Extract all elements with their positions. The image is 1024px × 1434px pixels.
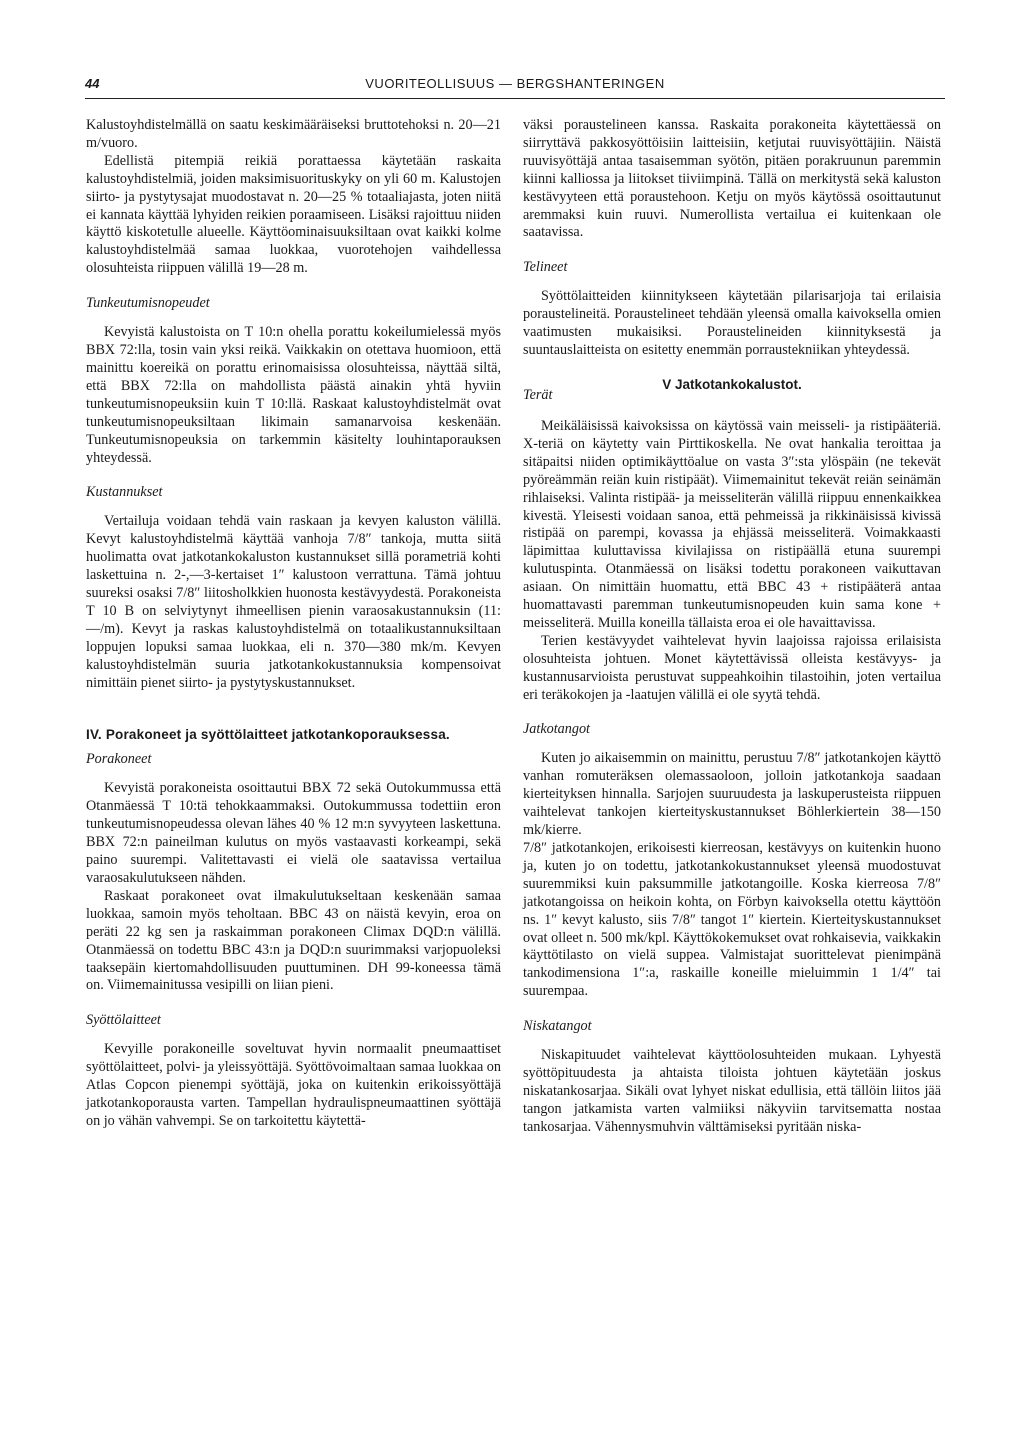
section-title-v: V Jatkotankokalustot.: [662, 376, 802, 392]
paragraph: Terien kestävyydet vaihtelevat hyvin laajoissa rajoissa erilaisista olosuhteista johtuen. Monet käytettävissä olleista kestävyys- ja kustannusarvioista perustuvat suppeahkoihin tilastoihin, joten vertailua eri teräkokojen ja -laatujen välillä ei ole syytä tehdä.: [523, 632, 941, 703]
running-head: VUORITEOLLISUUS — BERGSHANTERINGEN: [365, 76, 665, 91]
paragraph: Kuten jo aikaisemmin on mainittu, perustuu 7/8″ jatkotankojen käyttö vanhan romuteräksen olemassaoloon, jolloin jatkotankoja saadaan kierteityksen hinnalla. Sarjojen suuruudesta ja laskuperusteista riippuen vaihtelevat tankojen kierteityskustannukset Böhlerkiertein 38—150 mk/kierre.: [523, 750, 941, 839]
paragraph: 7/8″ jatkotankojen, erikoisesti kierreosan, kestävyys on kuitenkin huono ja, kuten jo on todettu, jatkotankokustannukset yleensä muodostuvat suuremmiksi kuin paksummille jatkotangoille. Koska kierreosa 7/8″ jatkotangoissa on heikoin kohta, on Förbyn kaivoksella otettu käyttöön ns. 1″ kevyt kalusto, siis 7/8″ tangot 1″ kiertein. Kierteityskustannukset ovat olleet n. 500 mk/kpl. Käyttökokemukset ovat rohkaisevia, vaikkakin käyttötilasto on vielä suppea. Valmistajat suorittelevat pienimpänä tankodimensiona 1″:a, raskaille koneille mieluimmin 1 1/4″ tai suurempaa.: [523, 840, 941, 1000]
paragraph: Kevyille porakoneille soveltuvat hyvin normaalit pneumaattiset syöttölaitteet, polvi- ja yleissyöttäjä. Syöttövoimaltaan samaa luokkaa on Atlas Copcon pienempi syöttäjä, joka on kuitenkin erikoissyöttäjä jatkotankoporausta varten. Tampellan hydraulispneumaattinen syöttäjä on jo vähän vahvempi. Se on tarkoitettu käytettä-: [86, 1041, 501, 1129]
paragraph: Raskaat porakoneet ovat ilmakulutukseltaan keskenään samaa luokkaa, samoin myös teholtaan. BBC 43 on näistä kevyin, eroa on peräti 22 kg sen ja raskaimman porakoneen Climax DQD:n välillä. Otanmäessä on todettu BBC 43:n ja DQD:n suurimmaksi varjopuoleksi taaksepäin kiertomahdollisuuden puuttuminen. DH 99-koneessa tämä on. Viimemainitussa vesipilli on liian pieni.: [86, 887, 501, 994]
subheading-terat: Terät: [523, 386, 553, 403]
subheading-jatkotangot: Jatkotangot: [523, 721, 590, 738]
right-column: [523, 117, 941, 1137]
paragraph: Edellistä pitempiä reikiä porattaessa käytetään raskaita kalustoyhdistelmiä, joiden maksimisuorituskyky on yli 60 m. Kalustojen siirto- ja pystytysajat muodostavat n. 20—25 % totaaliajasta, joten niitä ei kannata käyttää lyhyiden reikien poraamiseen. Lisäksi rajoittuu niiden käyttö kiskotetulle alueelle. Käyttöominaisuuksiltaan ovat kaikki kolme kalustoyhdistelmää samaa luokkaa, vuorotehojen vaihdellessa olosuhteista riippuen välillä 19—28 m.: [86, 152, 501, 277]
paragraph: Vertailuja voidaan tehdä vain raskaan ja kevyen kaluston välillä. Kevyt kalustoyhdistelmä käyttää vanhoja 7/8″ tankoja, mutta siitä huolimatta ovat jatkotankokaluston kustannukset sillä porametriä kohti laskettuina n. 2-,—3-kertaiset 1″ kalustoon verrattuna. Tämä johtuu suureksi osaksi 7/8″ liitosholkkien huonosta kestävyydestä. Porakoneista T 10 B on selviytynyt ihmeellisen pienin varaosakustannuksin (11: —/m). Kevyt ja raskas kalustoyhdistelmä on totaalikustannuksiltaan loppujen lopuksi samaa luokkaa, eli n. 370—380 mk/m. Kevyen kalustoyhdistelmän suuria jatkotankokustannuksia kompensoivat nimittäin pienet siirto- ja pystytyskustannukset.: [86, 513, 501, 691]
left-column: [86, 117, 501, 1131]
section-v-block: [523, 360, 941, 414]
paragraph: Kevyistä kalustoista on T 10:n ohella porattu kokeilumielessä myös BBX 72:lla, tosin vain yksi reikä. Vaikkakin on otettava huomioon, että mainittu koereikä on porattu erinomaisissa olosuhteissa, näyttää siltä, että BBX 72:lla on mahdollista päästä ainakin yhtä hyviin tunkeutumisnopeuksiin kuin T 10:llä. Raskaat kalustoyhdistelmät ovat tunkeutumisnopeuksiltaan likimain samanarvoisa keskenään. Tunkeutumisnopeuksia on tarkemmin käsitelty louhintaporauksen yhteydessä.: [86, 324, 501, 466]
subheading-telineet: Telineet: [523, 259, 568, 276]
subheading-kustannukset: Kustannukset: [86, 484, 163, 501]
page-number: 44: [85, 76, 100, 91]
paragraph: Meikäläisissä kaivoksissa on käytössä vain meisseli- ja ristipääteriä. X-teriä on käytetty vain Pirttikoskella. Ne ovat hankalia teroittaa ja sitäpaitsi niiden optimikäyttöalue on vasta 3″:sta ylöspäin (ne tekevät pyöreämmän reiän kuin ristipäät). Viimemainitut tekevät reiän seinämän rihlaiseksi. Valinta ristipää- ja meisseliterän välillä riippuu ennenkaikkea kivestä. Yleisesti voidaan sanoa, että pehmeissä ja rikkinäisissä kivissä ristipää on parempi, kovassa ja ehjässä meisseliterä. Voimakkaasti läpimittaa kuluttavissa kivilajissa on ristipäällä etuna suurempi kulutuspinta. Otanmäessä on lisäksi todettu porakoneen vaikuttavan asiaan. On nimittäin huomattu, että BBC 43 + ristipääterä antaa huomattavasti paremman tunkeutumisnopeuden kuin sama kone + meisseliterä. Muilla koneilla tällaista eroa ei ole havaittavissa.: [523, 417, 941, 631]
page-header: [85, 76, 945, 99]
section-title-iv: IV. Porakoneet ja syöttölaitteet jatkotankoporauksessa.: [86, 727, 450, 743]
subheading-niskatangot: Niskatangot: [523, 1018, 592, 1035]
paragraph: Kalustoyhdistelmällä on saatu keskimääräiseksi bruttotehoksi n. 20—21 m/vuoro.: [86, 117, 501, 151]
subheading-syottolaitteet: Syöttölaitteet: [86, 1012, 161, 1029]
paragraph: Kevyistä porakoneista osoittautui BBX 72 sekä Outokummussa että Otanmäessä T 10:tä tehokkaammaksi. Outokummussa todettiin eron tunkeutumisnopeudessa olevan lähes 40 % 12 m:n syvyyteen laskettuna. BBX 72:n paineilman kulutus on myös vastaavasti korkeampi, sekä paino suurempi. Valitettavasti ei vielä ole saatavissa vertailua varaosakulutukseen nähden.: [86, 780, 501, 886]
paragraph: Niskapituudet vaihtelevat käyttöolosuhteiden mukaan. Lyhyestä syöttöpituudesta ja ahtaista tiloista johtuen käytetään joskus niskatankosarjaa. Sikäli ovat lyhyet niskat edullisia, että tällöin liitos jää tangon jatkamista varten valmiiksi näkyviin tarvitsematta nostaa tankosarjaa. Vähennysmuhvin välttämiseksi pyritään niska-: [523, 1047, 941, 1135]
paragraph: Syöttölaitteiden kiinnitykseen käytetään pilarisarjoja tai erilaisia poraustelineitä. Poraustelineet tehdään yleensä omalla kaivoksella omien vaatimusten mukaisiksi. Poraustelineiden kiinnityksestä ja suuntauslaitteista on esitetty enemmän porraustekniikan yhteydessä.: [523, 288, 941, 359]
paragraph: väksi poraustelineen kanssa. Raskaita porakoneita käytettäessä on siirryttävä pakkosyöttöisiin laitteisiin, ketjutai ruuvisyöttäjiin. Näistä ruuvisyöttäjä antaa tasaisemman syötön, pitäen porakruunun paremmin kiinni kalliossa ja liitokset tiiviimpinä. Tällä on merkitystä sekä kaluston kestävyyteen että poraustehoon. Ketju on myös käytössä osoittautunut aremmaksi kuin ruuvi. Numerollista vertailua ei kuitenkaan ole saatavissa.: [523, 117, 941, 241]
subheading-porakoneet: Porakoneet: [86, 751, 152, 768]
subheading-tunkeutumisnopeudet: Tunkeutumisnopeudet: [86, 295, 210, 312]
